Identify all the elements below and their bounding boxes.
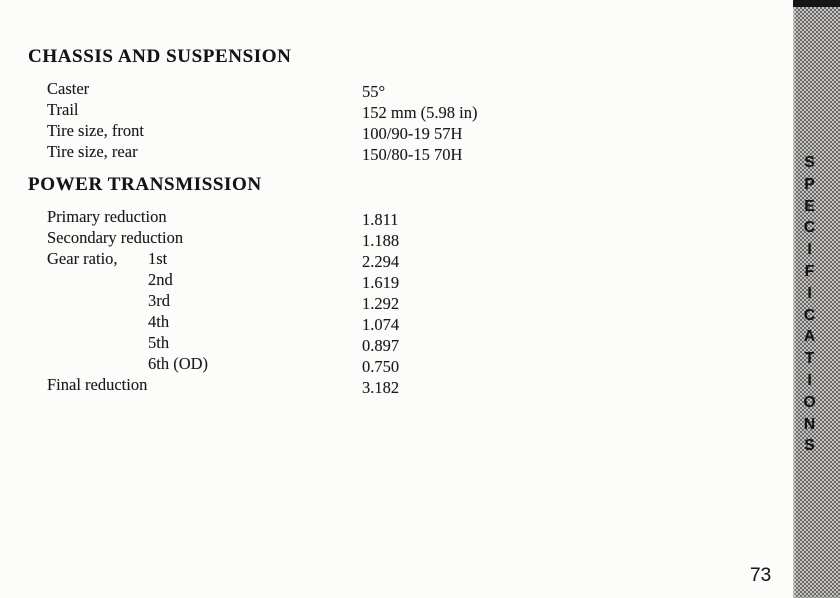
spec-value: 0.897: [362, 336, 400, 355]
spec-label: Caster: [47, 79, 90, 98]
spec-value: 1.811: [362, 210, 399, 229]
spec-row: [47, 311, 787, 332]
spec-label: Final reduction: [47, 375, 148, 394]
gear-position-label: 2nd: [148, 270, 173, 289]
spec-row: [47, 353, 787, 374]
spec-value: 1.188: [362, 231, 400, 250]
spec-label: Gear ratio,: [47, 249, 118, 268]
section-title-chassis-and-suspension: CHASSIS AND SUSPENSION: [28, 46, 292, 67]
spec-row: [47, 141, 787, 162]
spec-label: Tire size, front: [47, 121, 145, 140]
spec-value: 55°: [362, 82, 386, 101]
spec-value: 3.182: [362, 378, 400, 397]
spec-value: 100/90-19 57H: [362, 124, 463, 143]
spec-label: Trail: [47, 100, 79, 119]
side-tab-letter: O: [803, 393, 816, 411]
spec-label: Tire size, rear: [47, 142, 138, 161]
spec-value: 1.619: [362, 273, 400, 292]
side-tab-letter: P: [804, 175, 815, 193]
spec-value: 1.292: [362, 294, 400, 313]
spec-value: 2.294: [362, 252, 400, 271]
spec-label: Primary reduction: [47, 207, 167, 226]
spec-row: [47, 269, 787, 290]
side-tab-letter: E: [804, 197, 815, 215]
side-tab-letter: S: [804, 437, 815, 455]
spec-row: [47, 332, 787, 353]
side-tab-letter: S: [804, 154, 815, 171]
spec-row: [47, 120, 787, 141]
section-title-power-transmission: POWER TRANSMISSION: [28, 174, 262, 195]
gear-position-label: 4th: [148, 312, 170, 331]
spec-label: Secondary reduction: [47, 228, 184, 247]
spec-row: [47, 227, 787, 248]
spec-row: [47, 374, 787, 395]
side-tab-letter: C: [803, 219, 816, 237]
spec-value: 152 mm (5.98 in): [362, 103, 478, 122]
side-tab-letter: T: [804, 350, 815, 368]
side-tab-letter: I: [807, 241, 812, 259]
side-tab-letter: A: [803, 328, 816, 346]
side-tab-letter: I: [807, 371, 812, 389]
page-number: 73: [750, 565, 772, 586]
side-tab-letter: N: [803, 415, 816, 433]
chassis-spec-table: [47, 78, 787, 162]
spec-value: 1.074: [362, 315, 400, 334]
power-transmission-spec-table: [47, 206, 787, 395]
spec-value: 0.750: [362, 357, 400, 376]
spec-row: [47, 206, 787, 227]
gear-position-label: 6th (OD): [148, 354, 209, 373]
tab-top-black-bar: [793, 0, 840, 7]
spec-row: [47, 99, 787, 120]
side-tab-letter: F: [804, 262, 815, 280]
spec-value: 150/80-15 70H: [362, 145, 463, 164]
spec-row: [47, 290, 787, 311]
specifications-thumb-index-tab: [793, 0, 840, 598]
gear-position-label: 3rd: [148, 291, 170, 310]
side-tab-letter: C: [803, 306, 816, 324]
spec-row: [47, 248, 787, 269]
spec-row: [47, 78, 787, 99]
gear-position-label: 1st: [148, 249, 168, 268]
side-tab-vertical-label: [793, 152, 826, 457]
gear-position-label: 5th: [148, 333, 170, 352]
side-tab-letter: I: [807, 284, 812, 302]
